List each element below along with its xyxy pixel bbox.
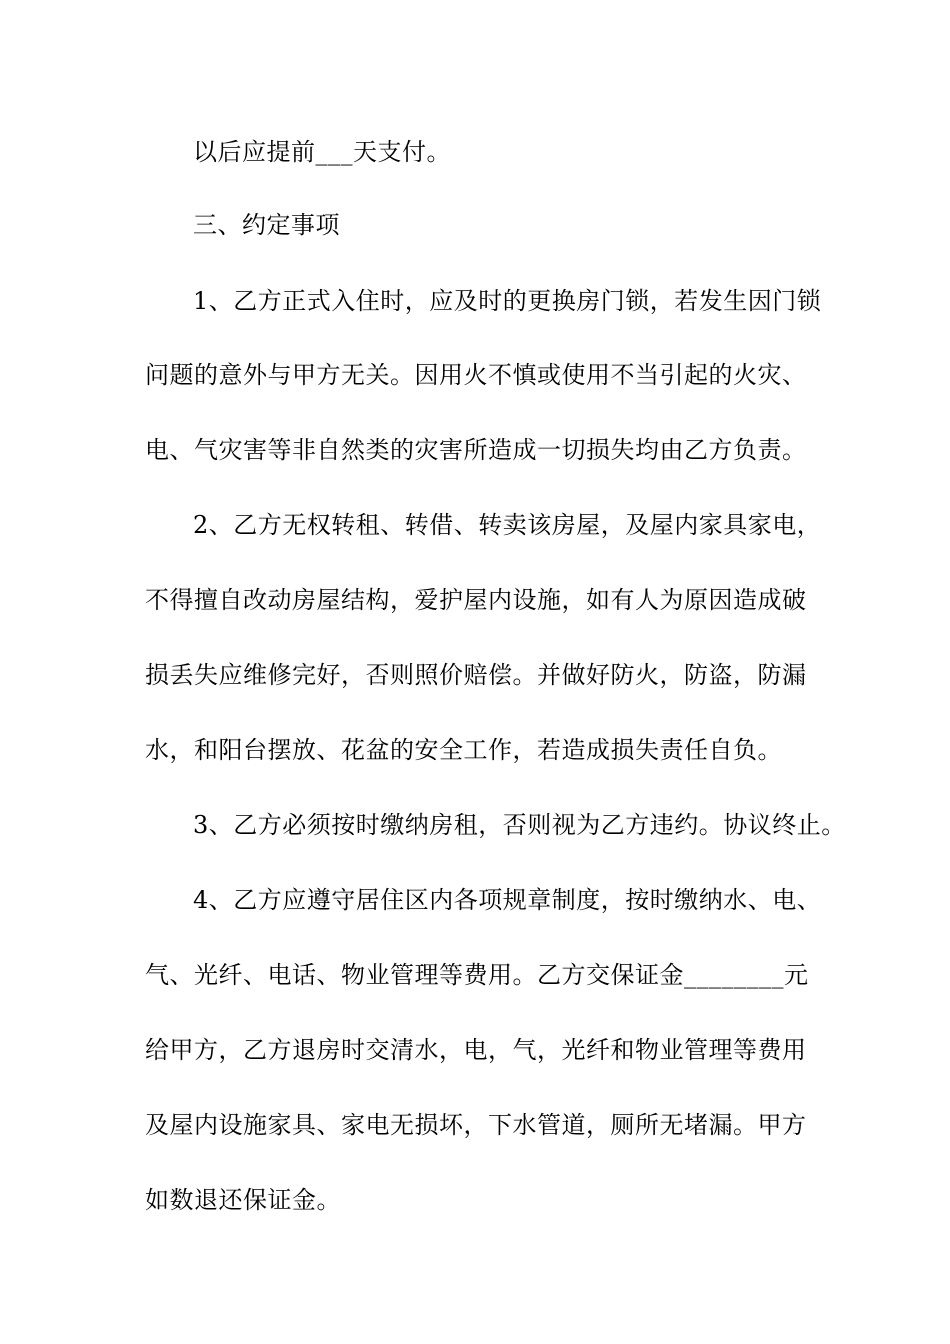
- text-line: 3、乙方必须按时缴纳房租，否则视为乙方违约。协议终止。: [193, 811, 846, 839]
- text-line: 不得擅自改动房屋结构，爱护屋内设施，如有人为原因造成破: [145, 586, 807, 614]
- text-line: 4、乙方应遵守居住区内各项规章制度，按时缴纳水、电、: [193, 886, 822, 914]
- text-line: 损丢失应维修完好，否则照价赔偿。并做好防火，防盗，防漏: [145, 661, 807, 689]
- text-line: 如数退还保证金。: [145, 1186, 341, 1214]
- text-line: 1、乙方正式入住时，应及时的更换房门锁，若发生因门锁: [193, 287, 822, 315]
- text-line: 以后应提前___天支付。: [193, 138, 451, 166]
- text-line: 及屋内设施家具、家电无损坏，下水管道，厕所无堵漏。甲方: [145, 1111, 807, 1139]
- text-line: 气、光纤、电话、物业管理等费用。乙方交保证金________元: [145, 961, 809, 989]
- text-line: 问题的意外与甲方无关。因用火不慎或使用不当引起的火灾、: [145, 361, 807, 389]
- section-heading: 三、约定事项: [193, 211, 340, 239]
- text-line: 给甲方，乙方退房时交清水，电，气，光纤和物业管理等费用: [145, 1036, 807, 1064]
- text-line: 2、乙方无权转租、转借、转卖该房屋，及屋内家具家电，: [193, 511, 822, 539]
- text-line: 水，和阳台摆放、花盆的安全工作，若造成损失责任自负。: [145, 736, 782, 764]
- text-line: 电、气灾害等非自然类的灾害所造成一切损失均由乙方负责。: [145, 436, 807, 464]
